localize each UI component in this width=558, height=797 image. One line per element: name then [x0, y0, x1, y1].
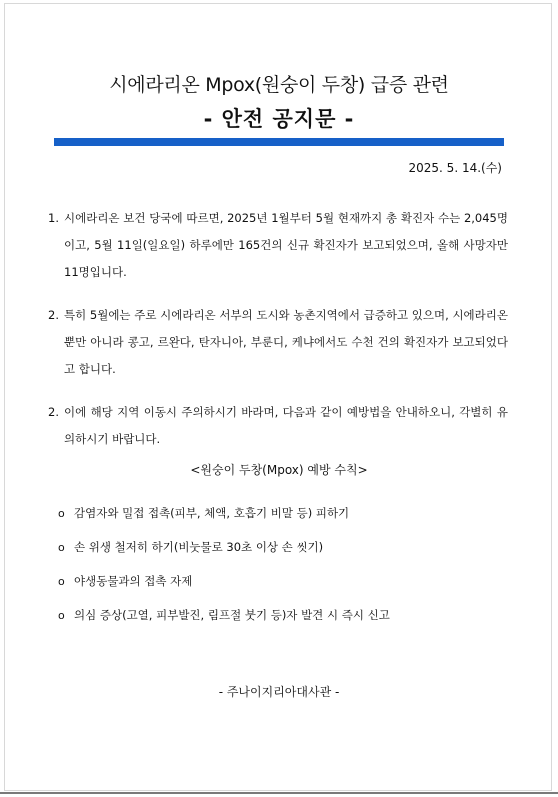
list-item [58, 496, 518, 530]
prevention-rules-list [58, 496, 518, 632]
bullet-icon: o [58, 506, 65, 520]
bullet-icon: o [58, 574, 65, 588]
rule-text: 감염자와 밀접 접촉(피부, 체액, 호흡기 비말 등) 피하기 [74, 506, 350, 520]
embassy-signature: - 주나이지리아대사관 - [218, 685, 340, 699]
bullet-icon: o [58, 540, 65, 554]
prevention-rules-title: <원숭이 두창(Mpox) 예방 수칙> [190, 463, 368, 477]
item-text: 이에 해당 지역 이동시 주의하시기 바라며, 다음과 같이 예방법을 안내하오니, 각별히 유의하시기 바랍니다. [64, 405, 508, 446]
notice-item [48, 399, 508, 453]
rule-text: 야생동물과의 접촉 자제 [74, 574, 193, 588]
notice-item [48, 302, 508, 383]
document-title: 시에라리온 Mpox(원숭이 두창) 급증 관련 [109, 74, 449, 96]
notice-item [48, 205, 508, 286]
item-number: 2. [48, 405, 59, 419]
document-date: 2025. 5. 14.(수) [408, 161, 502, 175]
item-text: 시에라리온 보건 당국에 따르면, 2025년 1월부터 5월 현재까지 총 확진자 수는 2,045명이고, 5월 11일(일요일) 하루에만 165건의 신규 확진자가 보고되었으며, 올해 사망자만 11명입니다. [64, 211, 508, 279]
list-item [58, 598, 518, 632]
document-subtitle: - 안전 공지문 - [203, 107, 355, 131]
rule-text: 손 위생 철저히 하기(비눗물로 30초 이상 손 씻기) [74, 540, 324, 554]
list-item [58, 564, 518, 598]
item-text: 특히 5월에는 주로 시에라리온 서부의 도시와 농촌지역에서 급증하고 있으며, 시에라리온 뿐만 아니라 콩고, 르완다, 탄자니아, 부룬디, 케냐에서도 수천 건의 확진자가 보고되었다고 합니다. [64, 308, 508, 376]
item-number: 2. [48, 308, 59, 322]
bottom-divider [0, 792, 558, 794]
bullet-icon: o [58, 608, 65, 622]
item-number: 1. [48, 211, 59, 225]
list-item [58, 530, 518, 564]
title-accent-bar [54, 138, 504, 146]
rule-text: 의심 증상(고열, 피부발진, 림프절 붓기 등)자 발견 시 즉시 신고 [74, 608, 390, 622]
notice-items [48, 205, 508, 469]
